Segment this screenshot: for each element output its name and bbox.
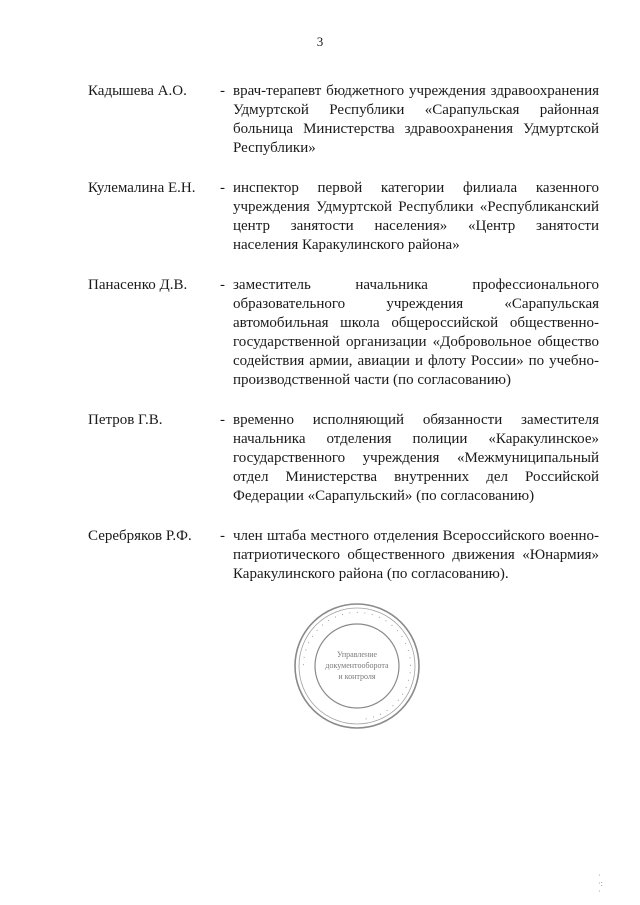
member-name: Петров Г.В.	[88, 412, 163, 428]
member-entry	[0, 276, 640, 390]
member-dash: -	[220, 528, 225, 544]
seal-center-line-2: документооборота	[325, 661, 389, 670]
svg-text:· · · · · · · · · · · · · · ·: · · · · · · · · · · · · · · · · · · · · · · · · · · · · · · · · ·	[298, 607, 416, 724]
member-dash: -	[220, 412, 225, 428]
seal-icon	[292, 601, 422, 731]
seal-center-line-3: и контроля	[338, 672, 376, 681]
member-position: врач-терапевт бюджетного учреждения здравоохранения Удмуртской Республики «Сарапульская районная больница Министерства здравоохранения Удмуртской Республики»	[233, 83, 599, 156]
seal-center-line-1: Управление	[336, 650, 378, 659]
page-number: 3	[316, 34, 324, 49]
member-position: член штаба местного отделения Всероссийского военно-патриотического общественного движения «Юнармия» Каракулинского района (по согласованию).	[233, 528, 599, 582]
member-name: Панасенко Д.В.	[88, 277, 188, 293]
member-dash: -	[220, 277, 225, 293]
member-dash: -	[220, 180, 225, 196]
member-entry	[0, 411, 640, 506]
member-dash: -	[220, 83, 225, 99]
member-name: Кадышева А.О.	[88, 83, 187, 99]
official-seal	[292, 601, 422, 731]
member-position: инспектор первой категории филиала казенного учреждения Удмуртской Республики «Республиканский центр занятости населения» «Центр занятости населения Каракулинского района»	[233, 180, 599, 253]
member-name: Кулемалина Е.Н.	[88, 180, 196, 196]
member-position: заместитель начальника профессионального образовательного учреждения «Сарапульская автомобильная школа общероссийской общественно-государственной организации «Добровольное общество содействия армии, авиации и флоту России» по учебно-производственной части (по согласованию)	[233, 277, 599, 388]
commission-members-list	[0, 82, 640, 605]
member-position: временно исполняющий обязанности заместителя начальника отделения полиции «Каракулинское» государственного учреждения «Межмуниципальный отдел Министерства внутренних дел Российской Федерации «Сарапульский» (по согласованию)	[233, 412, 599, 504]
member-entry	[0, 82, 640, 158]
member-name: Серебряков Р.Ф.	[88, 528, 192, 544]
member-entry	[0, 179, 640, 255]
scan-marks: · ·: ·	[598, 871, 603, 896]
member-entry	[0, 527, 640, 584]
